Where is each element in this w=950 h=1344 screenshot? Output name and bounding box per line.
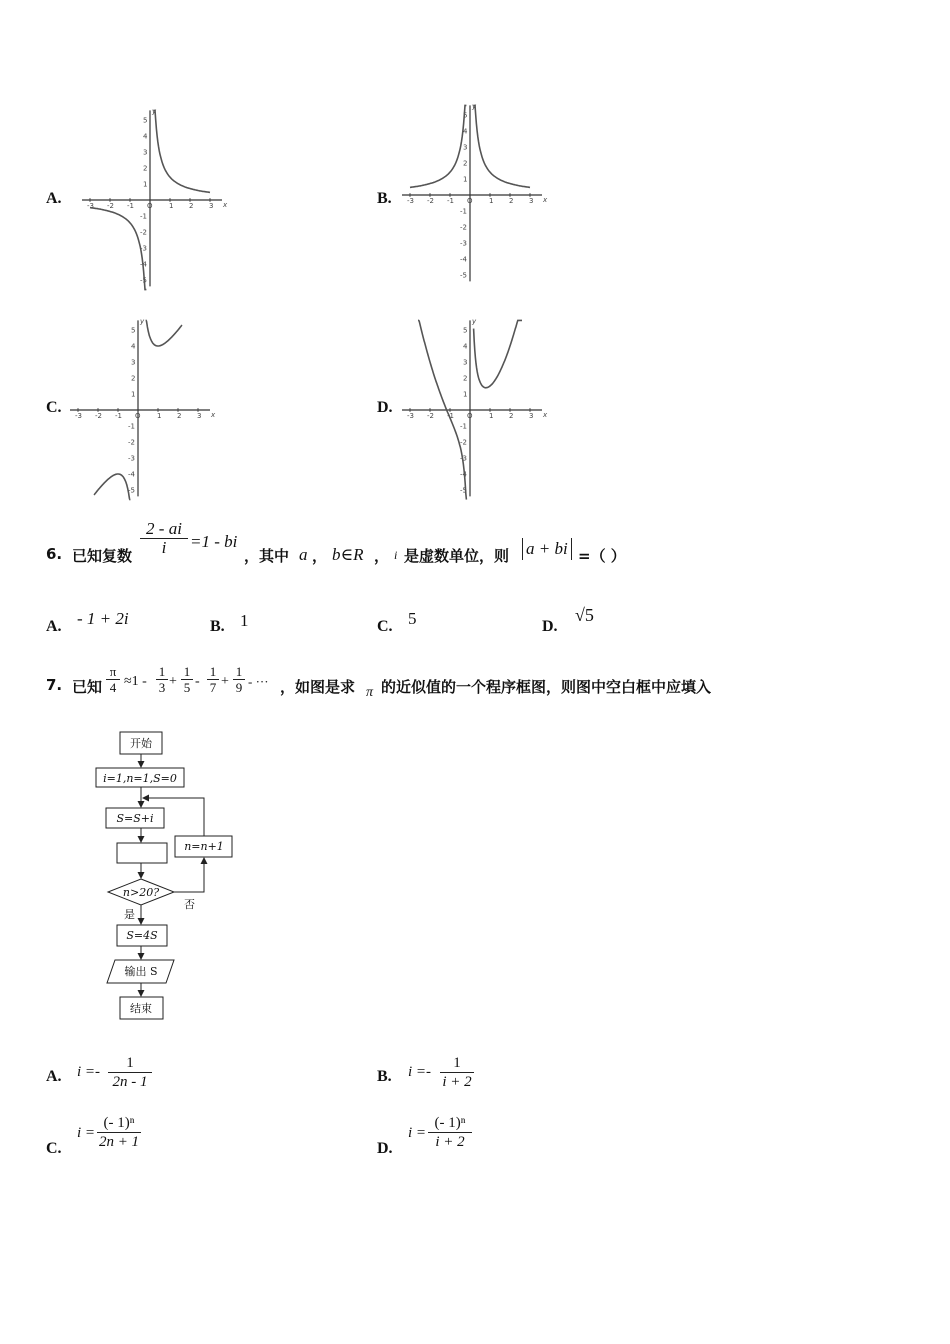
q7-option-b-den: i + 2 — [442, 1074, 472, 1090]
x-tick-label: -1 — [447, 197, 454, 205]
y-tick-label: -5 — [460, 486, 467, 495]
y-tick-label: 4 — [143, 132, 148, 141]
q7-option-b-num: 1 — [440, 1054, 474, 1073]
function-curve — [94, 474, 130, 500]
q7-option-d-lhs: i = — [408, 1125, 427, 1141]
y-tick-label: 2 — [131, 374, 136, 383]
function-curve — [410, 105, 466, 187]
q7-term1-op: + — [169, 674, 177, 689]
x-axis-name: x — [543, 411, 548, 419]
function-curve — [90, 208, 146, 290]
flow-init-text: i=1,n=1,S=0 — [103, 772, 177, 785]
function-curve — [154, 110, 210, 192]
y-tick-label: 5 — [463, 326, 468, 335]
q6-option-c-value: 5 — [408, 609, 417, 628]
flow-output-text: 输出 S — [124, 965, 158, 978]
q7-pi-den: 4 — [109, 680, 117, 695]
x-tick-label: 3 — [197, 412, 202, 420]
y-tick-label: 3 — [131, 358, 136, 367]
x-tick-label: 3 — [209, 202, 214, 210]
x-tick-label: 3 — [529, 197, 534, 205]
q7-option-c-lhs: i = — [77, 1125, 96, 1141]
x-tick-label: 2 — [509, 412, 514, 420]
q7-option-d-label[interactable]: D. — [377, 1140, 393, 1157]
q7-series-term — [207, 664, 219, 695]
x-tick-label: -2 — [95, 412, 102, 420]
q6-b-in-r: b∈R — [332, 545, 364, 564]
option-b-label[interactable]: B. — [377, 190, 392, 207]
q7-option-c-den: 2n + 1 — [98, 1134, 140, 1150]
q6-fraction — [140, 520, 188, 557]
y-tick-label: 5 — [131, 326, 136, 335]
q6-mid2: 是虚数单位，则 — [404, 547, 510, 565]
flowchart — [100, 728, 240, 1024]
q6-comma: ， — [312, 547, 328, 565]
x-tick-label: 3 — [529, 412, 534, 420]
q7-term3-den: 7 — [209, 680, 217, 695]
y-axis-name: y — [472, 102, 477, 111]
q7-term2-num: 1 — [181, 664, 193, 680]
flow-increment-text: n=n+1 — [184, 840, 224, 853]
q7-option-a-fraction — [108, 1054, 152, 1091]
function-curve — [474, 105, 530, 187]
q7-option-a-num: 1 — [108, 1054, 152, 1073]
q6-frac-num: 2 - ai — [140, 520, 188, 539]
q7-pi-symbol: π — [366, 685, 374, 700]
x-tick-label: O — [467, 197, 473, 205]
x-tick-label: 2 — [189, 202, 194, 210]
y-axis-name: y — [472, 317, 477, 326]
q6-mid1: ，其中 — [244, 547, 290, 565]
q7-lead: 已知 — [72, 678, 103, 696]
y-tick-label: -3 — [140, 244, 147, 253]
x-tick-label: -3 — [407, 412, 414, 420]
option-a-label[interactable]: A. — [46, 190, 62, 207]
q7-term2-op: - — [195, 674, 200, 689]
y-tick-label: -1 — [128, 422, 135, 431]
q6-option-c-label[interactable]: C. — [377, 618, 393, 635]
y-axis-name: y — [140, 317, 145, 326]
flow-no-text: 否 — [184, 898, 195, 911]
q7-pi-over-4 — [106, 664, 120, 695]
q7-option-a-lhs: i =- — [77, 1064, 101, 1080]
y-tick-label: 1 — [143, 180, 148, 189]
y-tick-label: -3 — [460, 454, 467, 463]
flow-blank-box — [117, 843, 167, 863]
x-tick-label: O — [467, 412, 473, 420]
q6-option-d-label[interactable]: D. — [542, 618, 558, 635]
q7-term1-den: 3 — [158, 680, 166, 695]
q7-term4-op: - ··· — [248, 674, 269, 689]
q6-number: 6. — [46, 545, 63, 563]
q6-rhs: =1 - bi — [190, 532, 238, 551]
graph-d — [400, 317, 550, 500]
q7-option-d-num: (- 1)ⁿ — [428, 1114, 472, 1133]
y-tick-label: 3 — [143, 148, 148, 157]
flow-update-text: S=S+i — [116, 812, 154, 825]
y-tick-label: -5 — [128, 486, 135, 495]
y-tick-label: 5 — [143, 116, 148, 125]
y-tick-label: 4 — [463, 127, 468, 136]
y-tick-label: -4 — [460, 470, 467, 479]
y-tick-label: 3 — [463, 358, 468, 367]
x-tick-label: 1 — [169, 202, 174, 210]
y-tick-label: -3 — [460, 239, 467, 248]
y-tick-label: 3 — [463, 143, 468, 152]
graph-c — [75, 315, 230, 495]
y-tick-label: 1 — [463, 390, 468, 399]
q7-tail: 的近似值的一个程序框图，则图中空白框中应填入 — [381, 678, 712, 696]
y-tick-label: -2 — [460, 438, 467, 447]
y-tick-label: -1 — [140, 212, 147, 221]
x-tick-label: O — [135, 412, 141, 420]
y-tick-label: 4 — [463, 342, 468, 351]
flow-condition-text: n>20? — [122, 886, 160, 899]
q7-term4-num: 1 — [233, 664, 245, 680]
q7-option-b-label[interactable]: B. — [377, 1068, 392, 1085]
y-tick-label: 5 — [463, 111, 468, 120]
q7-option-a-den: 2n - 1 — [112, 1074, 148, 1090]
q6-lead: 已知复数 — [72, 547, 133, 565]
flow-yes-text: 是 — [124, 908, 135, 921]
q7-term3-op: + — [221, 674, 229, 689]
x-tick-label: -2 — [427, 412, 434, 420]
x-axis-name: x — [543, 196, 548, 204]
q7-term4-den: 9 — [235, 680, 243, 695]
y-tick-label: -4 — [460, 255, 467, 264]
q6-option-a-value: - 1 + 2i — [77, 609, 129, 628]
q7-option-a-label[interactable]: A. — [46, 1068, 62, 1085]
y-tick-label: -5 — [460, 271, 467, 280]
option-c-label[interactable]: C. — [46, 399, 62, 416]
y-tick-label: -1 — [460, 422, 467, 431]
function-curve — [146, 320, 182, 346]
q6-option-d-value: √5 — [575, 605, 594, 625]
x-tick-label: 2 — [177, 412, 182, 420]
q7-option-b-fraction — [440, 1054, 474, 1091]
q7-pi-num: π — [106, 664, 120, 680]
q7-option-d-den: i + 2 — [435, 1134, 465, 1150]
y-tick-label: 2 — [463, 159, 468, 168]
q7-option-c-num: (- 1)ⁿ — [97, 1114, 141, 1133]
q6-tail: =（ ） — [578, 547, 626, 565]
y-tick-label: -3 — [128, 454, 135, 463]
y-tick-label: -2 — [128, 438, 135, 447]
q6-var-a: a — [299, 545, 308, 564]
q7-term2-den: 5 — [183, 680, 191, 695]
x-tick-label: -3 — [87, 202, 94, 210]
y-tick-label: -1 — [460, 207, 467, 216]
y-tick-label: 1 — [131, 390, 136, 399]
x-tick-label: 2 — [509, 197, 514, 205]
x-tick-label: -3 — [407, 197, 414, 205]
x-tick-label: -2 — [427, 197, 434, 205]
flow-no-arrow — [174, 858, 204, 892]
y-tick-label: -2 — [460, 223, 467, 232]
x-tick-label: O — [147, 202, 153, 210]
function-curve — [474, 320, 522, 387]
q6-option-b-label[interactable]: B. — [210, 618, 225, 635]
x-tick-label: -1 — [127, 202, 134, 210]
q6-option-a-label[interactable]: A. — [46, 618, 62, 635]
x-tick-label: 1 — [157, 412, 162, 420]
x-tick-label: -3 — [75, 412, 82, 420]
flow-final-text: S=4S — [126, 929, 158, 942]
x-tick-label: -1 — [447, 412, 454, 420]
flow-start-text: 开始 — [130, 737, 152, 750]
q7-option-d-fraction — [428, 1114, 472, 1151]
q6-option-b-value: 1 — [240, 611, 249, 630]
graph-a — [80, 105, 230, 285]
x-tick-label: 1 — [489, 412, 494, 420]
y-tick-label: 2 — [463, 374, 468, 383]
x-tick-label: -2 — [107, 202, 114, 210]
q7-option-b-lhs: i =- — [408, 1064, 432, 1080]
flow-end-text: 结束 — [130, 1002, 152, 1015]
x-axis-name: x — [211, 411, 216, 419]
q7-series-term — [156, 664, 168, 695]
q6-abs-expr: a + bi — [522, 538, 572, 560]
y-tick-label: -5 — [140, 276, 147, 285]
option-d-label[interactable]: D. — [377, 399, 393, 416]
x-tick-label: 1 — [489, 197, 494, 205]
y-tick-label: -4 — [128, 470, 135, 479]
y-tick-label: 2 — [143, 164, 148, 173]
q7-mid: ，如图是求 — [280, 678, 356, 696]
q7-option-c-fraction — [97, 1114, 141, 1151]
x-tick-label: -1 — [115, 412, 122, 420]
q7-series-term — [233, 664, 245, 695]
q6-comma2: ， — [374, 547, 390, 565]
x-axis-name: x — [223, 201, 228, 209]
y-tick-label: 1 — [463, 175, 468, 184]
q7-approx: ≈1 - — [124, 674, 147, 689]
q7-term3-num: 1 — [207, 664, 219, 680]
y-tick-label: -4 — [140, 260, 147, 269]
q7-series-term — [181, 664, 193, 695]
q7-option-c-label[interactable]: C. — [46, 1140, 62, 1157]
q6-i-symbol: i — [394, 548, 398, 562]
y-tick-label: -2 — [140, 228, 147, 237]
graph-b — [400, 100, 550, 285]
q6-frac-den: i — [161, 538, 167, 557]
y-tick-label: 4 — [131, 342, 136, 351]
q7-number: 7. — [46, 676, 63, 694]
q7-term1-num: 1 — [156, 664, 168, 680]
y-axis-name: y — [152, 107, 157, 116]
